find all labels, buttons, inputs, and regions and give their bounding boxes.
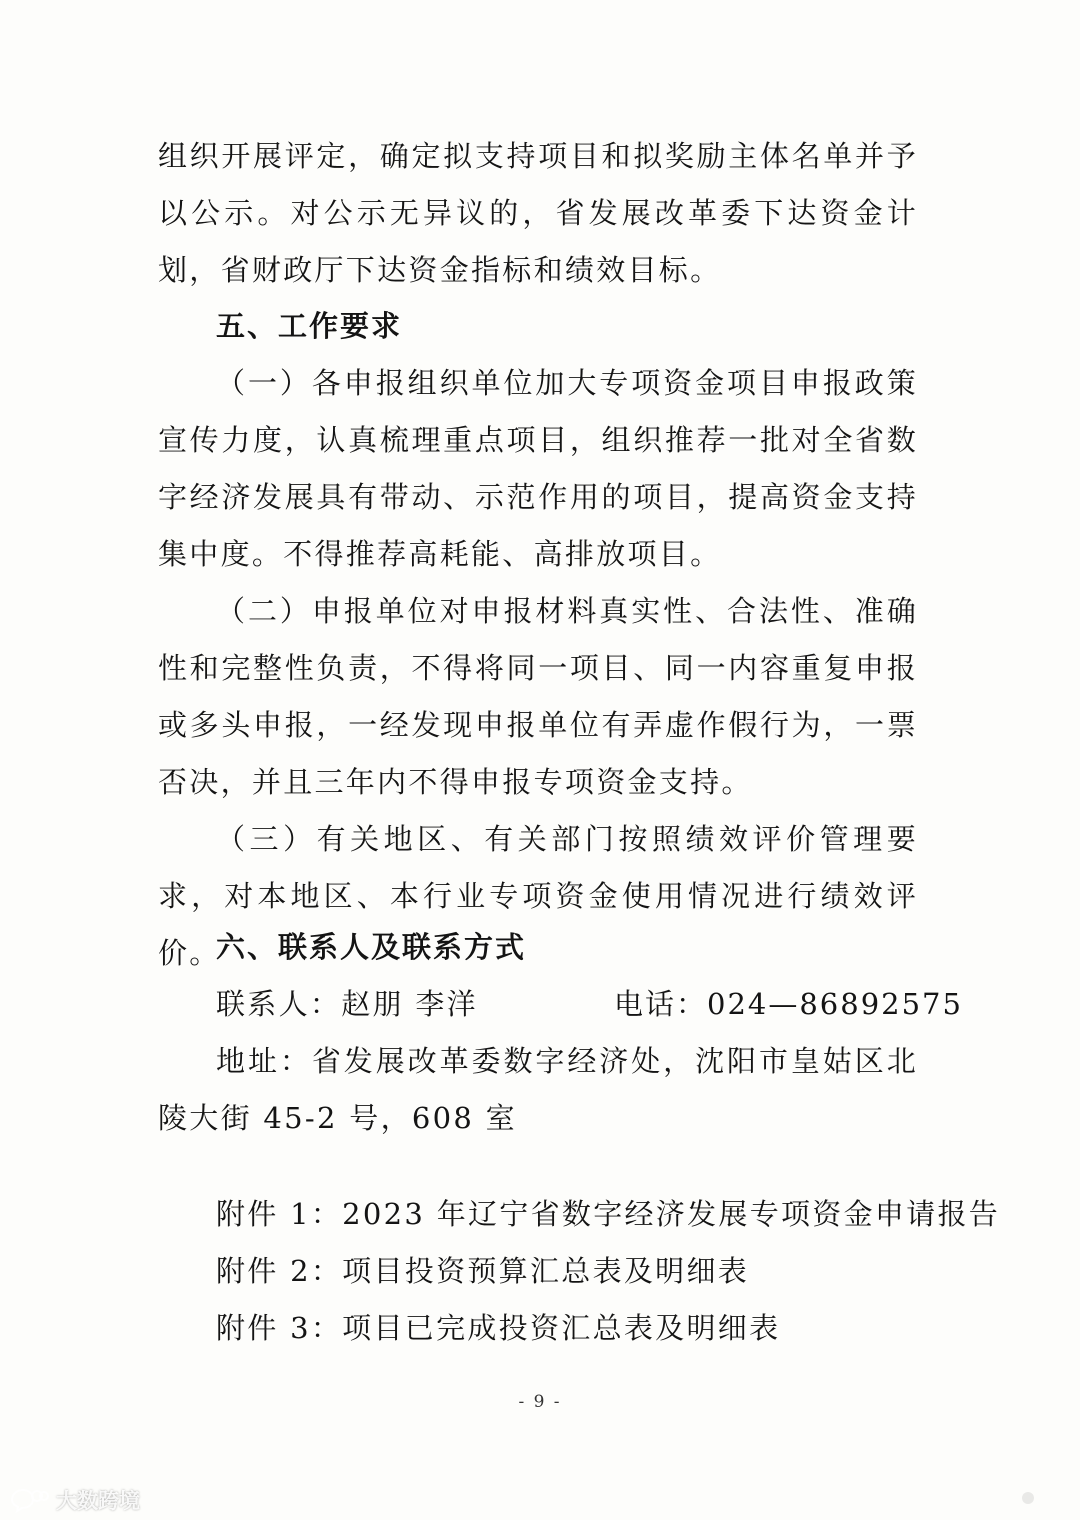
scan-corner-mark <box>1022 1492 1034 1504</box>
paragraph-evaluation: 组织开展评定，确定拟支持项目和拟奖励主体名单并予以公示。对公示无异议的，省发展改革委下达资金计划，省财政厅下达资金指标和绩效目标。 <box>158 139 918 287</box>
attachment-2: 附件 2：项目投资预算汇总表及明细表 <box>216 1254 750 1288</box>
page-number: - 9 - <box>518 1392 562 1412</box>
chat-bubble-logo-icon <box>8 1487 50 1513</box>
paragraph-requirement-3: （三）有关地区、有关部门按照绩效评价管理要求，对本地区、本行业专项资金使用情况进行绩效评价。 <box>158 822 918 970</box>
section-heading-work-requirements: 五、工作要求 <box>216 309 403 343</box>
contact-phone: 电话：024—86892575 <box>614 987 963 1021</box>
contact-address: 地址：省发展改革委数字经济处，沈阳市皇姑区北陵大街 45-2 号，608 室 <box>158 1044 918 1135</box>
watermark-text: 大数跨境 <box>56 1489 140 1513</box>
paragraph-requirement-1: （一）各申报组织单位加大专项资金项目申报政策宣传力度，认真梳理重点项目，组织推荐一批对全省数字经济发展具有带动、示范作用的项目，提高资金支持集中度。不得推荐高耗能、高排放项目。 <box>158 366 918 571</box>
watermark <box>8 1483 140 1517</box>
paragraph-requirement-2: （二）申报单位对申报材料真实性、合法性、准确性和完整性负责，不得将同一项目、同一内容重复申报或多头申报，一经发现申报单位有弄虚作假行为，一票否决，并且三年内不得申报专项资金支持。 <box>158 594 918 799</box>
contact-persons: 联系人：赵朋 李洋 <box>216 987 478 1021</box>
attachment-1: 附件 1：2023 年辽宁省数字经济发展专项资金申请报告 <box>216 1197 1001 1231</box>
attachment-3: 附件 3：项目已完成投资汇总表及明细表 <box>216 1311 781 1345</box>
section-heading-contacts: 六、联系人及联系方式 <box>216 930 527 964</box>
